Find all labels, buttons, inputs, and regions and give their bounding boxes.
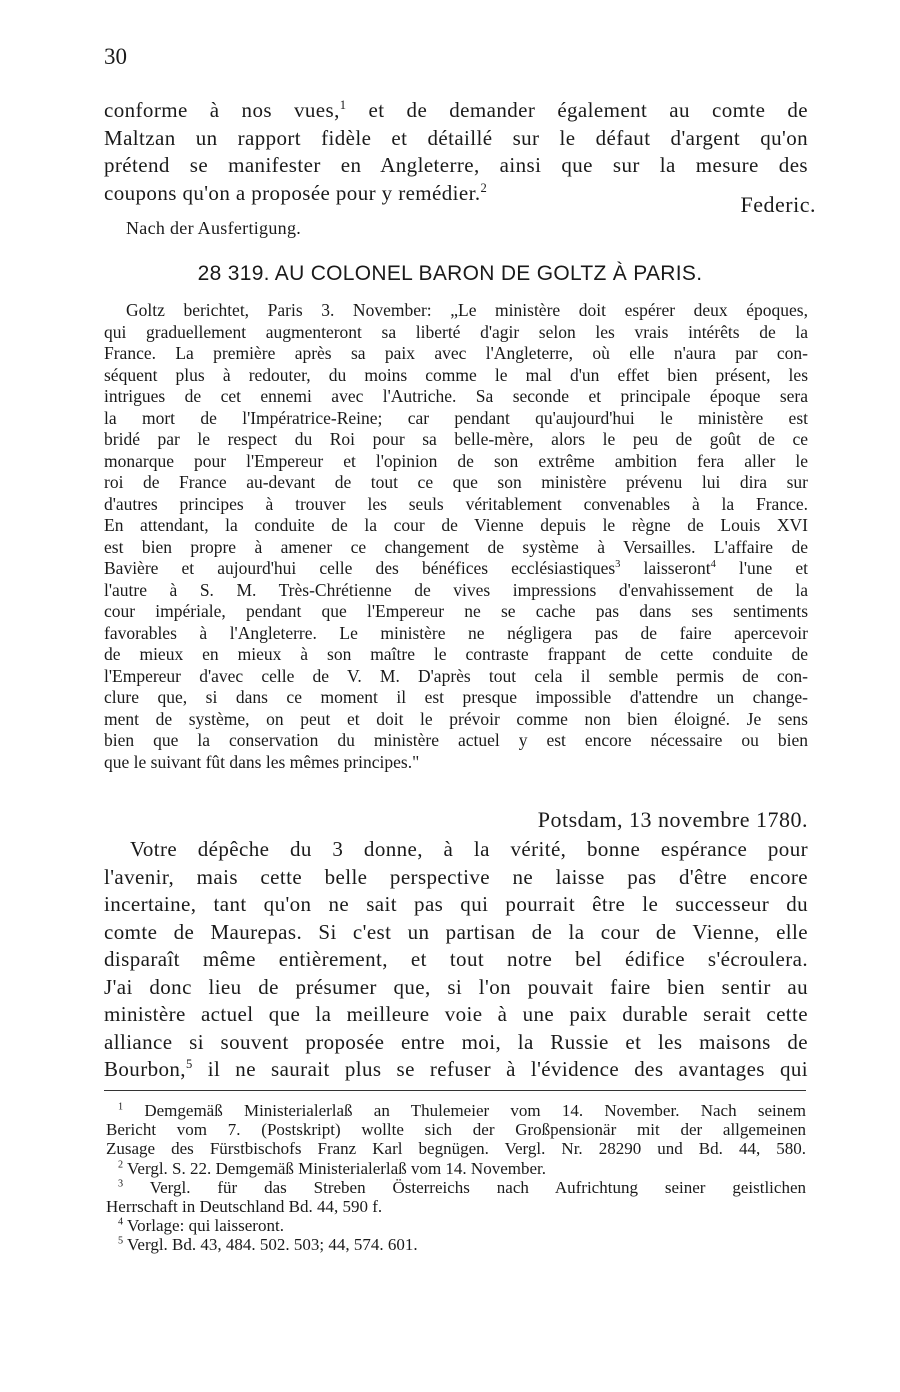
text-line: Bavière et aujourd'hui celle des bénéfices ecclésiastiques$^3$ laisseront$^4$ l'une et (104, 558, 808, 578)
text-line: la mort de l'Impératrice-Reine; car pendant qu'aujourd'hui le ministère est (104, 407, 808, 428)
text-line: cour impériale, pendant que l'Empereur ne se cache pas dans ses sentiments (104, 601, 808, 621)
footnote-marker: 4 (710, 559, 716, 571)
text-line: favorables à l'Angleterre. Le ministère ne négligera pas de faire apercevoir (104, 622, 808, 643)
text-line: l'autre à S. M. Très-Chrétienne de vives impressions d'envahissement de la (104, 579, 808, 600)
text-line: Bourbon,$^5$ il ne saurait plus se refuser à l'évidence des avantages qui (104, 1057, 808, 1081)
letter-heading: 28 319. AU COLONEL BARON DE GOLTZ À PARIS. (197, 262, 703, 285)
footnote-line: Herrschaft in Deutschland Bd. 44, 590 f. (106, 1197, 383, 1217)
text-line: clure que, si dans ce moment il est presque impossible d'attendre un change- (104, 687, 808, 707)
report-paragraph (104, 300, 808, 773)
text-line: prétend se manifester en Angleterre, ainsi que sur la mesure des (104, 153, 808, 177)
footnote-marker: 3 (615, 559, 621, 571)
footnote-line: $^2$ Vergl. S. 22. Demgemäß Ministerialerlaß vom 14. November. (118, 1158, 546, 1178)
text-line: J'ai donc lieu de présumer que, si l'on pouvait faire bien sentir au (104, 974, 808, 999)
text-line: Votre dépêche du 3 donne, à la vérité, bonne espérance pour (130, 837, 808, 861)
footnote-number: 2 (118, 1158, 124, 1170)
text-line: roi de France au-devant de tout ce que son ministère prévenu lui dira sur (104, 472, 808, 492)
footnote-line: $^4$ Vorlage: qui laisseront. (118, 1216, 284, 1236)
text-line: Maltzan un rapport fidèle et détaillé sur le défaut d'argent qu'on (104, 125, 808, 150)
text-line: France. La première après sa paix avec l'Angleterre, où elle n'aura par con- (104, 343, 808, 363)
footnotes (106, 1101, 806, 1255)
text-line: comte de Maurepas. Si c'est un partisan de la cour de Vienne, elle (104, 919, 808, 944)
footnote-line: Zusage des Fürstbischofs Franz Karl begnügen. Vergl. Nr. 28290 und Bd. 44, 580. (106, 1139, 806, 1159)
text-line: Goltz berichtet, Paris 3. November: „Le ministère doit espérer deux époques, (126, 300, 808, 320)
body-paragraph (104, 836, 808, 1084)
signature: Federic. (740, 192, 816, 217)
text-line: ministère actuel que la meilleure voie à une paix durable serait cette (104, 1002, 808, 1026)
text-line: intrigues de cet ennemi avec l'Autriche. Sa seconde et principale époque sera (104, 386, 808, 406)
footnote-number: 5 (118, 1235, 124, 1247)
text-line: ment de système, on peut et doit le prévoir comme non bien éloigné. Je sens (104, 708, 808, 729)
footnote-line: Bericht vom 7. (Postskript) wollte sich der Großpensionär mit der allgemeinen (106, 1120, 806, 1140)
text-line: disparaît même entièrement, et tout notre bel édifice s'écroulera. (104, 947, 808, 971)
footnote-number: 4 (118, 1216, 124, 1228)
footnote-number: 1 (118, 1101, 124, 1113)
text-line: l'avenir, mais cette belle perspective ne laisse pas d'être encore (104, 864, 808, 889)
text-line: bien que la conservation du ministère actuel y est encore nécessaire ou bien (104, 730, 808, 750)
page-number: 30 (104, 44, 127, 69)
text-line: En attendant, la conduite de la cour de Vienne depuis le règne de Louis XVI (104, 515, 808, 535)
source-note: Nach der Ausfertigung. (126, 218, 302, 238)
text-line: est bien propre à amener ce changement de système à Versailles. L'affaire de (104, 536, 808, 557)
text-line: conforme à nos vues,$^1$ et de demander également au comte de (104, 98, 808, 122)
footnote-marker: 5 (185, 1057, 193, 1071)
text-line: l'Empereur d'avec celle de V. M. D'après tout cela il semble permis de con- (104, 665, 808, 686)
dateline: Potsdam, 13 novembre 1780. (537, 807, 808, 832)
text-line: monarque pour l'Empereur et l'opinion de son extrême ambition fera aller le (104, 450, 808, 471)
text-line: incertaine, tant qu'on ne sait pas qui pourrait être le successeur du (104, 892, 808, 916)
footnote-line: $^5$ Vergl. Bd. 43, 484. 502. 503; 44, 574. 601. (118, 1235, 418, 1255)
text-line: que le suivant fût dans les mêmes principes." (104, 751, 420, 772)
text-line: qui graduellement augmenteront sa liberté d'agir selon les vrais intérêts de la (104, 321, 808, 342)
footnote-marker: 1 (339, 98, 347, 112)
footnote-line: $^1$ Demgemäß Ministerialerlaß an Thulemeier vom 14. November. Nach seinem (118, 1101, 806, 1120)
footnote-line: $^3$ Vergl. für das Streben Österreichs nach Aufrichtung seiner geistlichen (118, 1177, 806, 1197)
text-line: alliance si souvent proposée entre moi, la Russie et les maisons de (104, 1029, 808, 1054)
text-line: d'autres principes à trouver les seuls véritablement convenables à la France. (104, 493, 808, 514)
footnote-number: 3 (118, 1178, 124, 1190)
opening-paragraph (104, 97, 808, 207)
text-line: de mieux en mieux à son maître le contraste frappant de cette conduite de (104, 644, 808, 664)
text-line: bridé par le respect du Roi pour sa belle-mère, alors le peu de goût de ce (104, 429, 808, 449)
footnote-rule (104, 1090, 806, 1091)
footnote-marker: 2 (480, 180, 488, 195)
text-line: coupons qu'on a proposée pour y remédier.$^2$ (104, 180, 488, 205)
text-line: séquent plus à redouter, du moins comme le mal d'un effet bien présent, les (104, 364, 808, 385)
